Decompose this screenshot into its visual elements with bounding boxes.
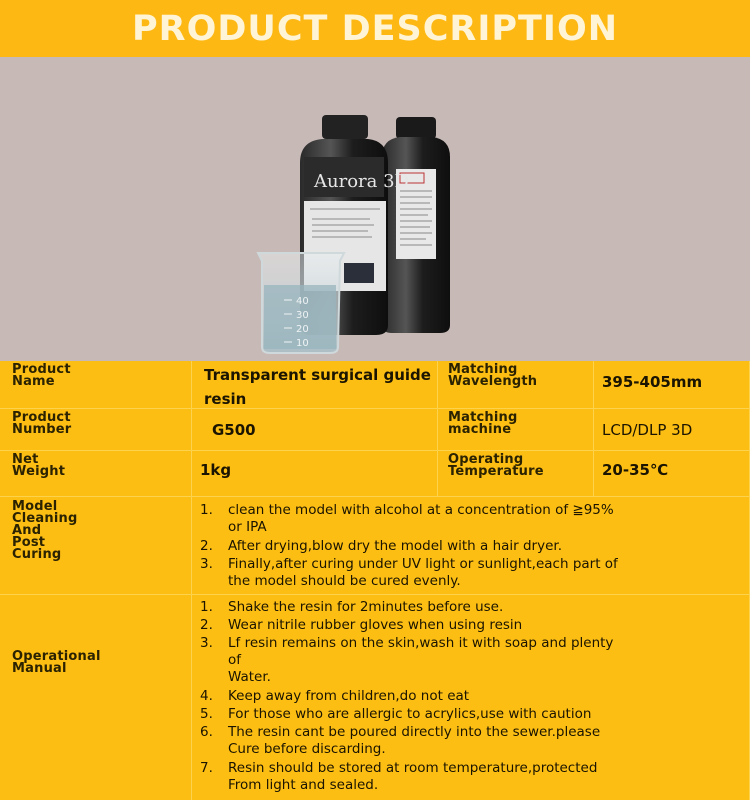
cleaning-label-2: Cleaning <box>12 511 78 526</box>
product-photo <box>0 57 750 361</box>
product-number-label-2: Number <box>12 422 72 437</box>
net-weight-label-2: Weight <box>12 464 66 479</box>
net-weight-label-1: Net <box>12 452 39 467</box>
manual-step-2: 2. Wear nitrile rubber gloves when using resin <box>200 617 523 633</box>
value-cell-matching-wavelength <box>594 361 750 409</box>
label-cell-model-cleaning <box>0 497 192 595</box>
beaker-mark-30: 30 <box>296 310 309 321</box>
cleaning-step-2: 2. After drying,blow dry the model with a hair dryer. <box>200 538 563 554</box>
manual-step-7: 7. Resin should be stored at room temperature,protected From light and sealed. <box>200 760 598 793</box>
label-cell-operational-manual <box>0 595 192 800</box>
manual-step-4: 4. Keep away from children,do not eat <box>200 688 470 704</box>
machine-label-1: Matching <box>448 410 518 425</box>
wavelength-label-2: Wavelength <box>448 374 538 389</box>
machine-value: LCD/DLP 3D <box>602 421 693 439</box>
page-title: PRODUCT DESCRIPTION <box>132 8 618 49</box>
label-cell-product-number <box>0 409 192 451</box>
value-cell-net-weight <box>192 451 438 497</box>
cleaning-label-4: Post <box>12 535 46 550</box>
beaker-mark-40: 40 <box>296 296 309 307</box>
wavelength-value: 395-405mm <box>602 373 703 391</box>
rear-bottle <box>382 117 450 333</box>
value-cell-product-number <box>192 409 438 451</box>
label-cell-operating-temperature <box>438 451 594 497</box>
cleaning-step-3: 3. Finally,after curing under UV light or sunlight,each part of the model should be cured evenly. <box>200 556 618 589</box>
manual-step-6: 6. The resin cant be poured directly into the sewer.please Cure before discarding. <box>200 724 601 757</box>
manual-step-5: 5. For those who are allergic to acrylics,use with caution <box>200 706 592 722</box>
label-cell-net-weight <box>0 451 192 497</box>
beaker-mark-20: 20 <box>296 324 309 335</box>
manual-step-1: 1. Shake the resin for 2minutes before use. <box>200 599 504 615</box>
product-name-label-2: Name <box>12 374 55 389</box>
label-cell-matching-machine <box>438 409 594 451</box>
operational-manual-steps <box>192 595 750 800</box>
cleaning-step-1: 1. clean the model with alcohol at a concentration of ≧95% or IPA <box>200 502 614 535</box>
net-weight-value: 1kg <box>200 461 232 479</box>
product-photo-illustration <box>0 57 750 361</box>
temperature-label-2: Temperature <box>448 464 544 479</box>
manual-label-2: Manual <box>12 661 67 676</box>
measuring-beaker <box>258 253 344 353</box>
temperature-label-1: Operating <box>448 452 524 467</box>
manual-label-1: Operational <box>12 649 101 664</box>
wavelength-label-1: Matching <box>448 362 518 377</box>
cleaning-label-1: Model <box>12 499 58 514</box>
bottle-brand: Aurora 3D <box>314 171 409 192</box>
spec-table <box>0 361 750 800</box>
temperature-value: 20-35℃ <box>602 461 669 479</box>
beaker-mark-10: 10 <box>296 338 309 349</box>
machine-label-2: machine <box>448 422 512 437</box>
product-number-value: G500 <box>212 421 256 439</box>
label-cell-matching-wavelength <box>438 361 594 409</box>
value-cell-operating-temperature <box>594 451 750 497</box>
value-cell-product-name <box>192 361 438 409</box>
value-cell-matching-machine <box>594 409 750 451</box>
cleaning-label-5: Curing <box>12 547 62 562</box>
product-name-label-1: Product <box>12 362 71 377</box>
product-name-value: Transparent surgical guide resin <box>204 366 431 408</box>
label-cell-product-name <box>0 361 192 409</box>
cleaning-label-3: And <box>12 523 42 538</box>
manual-step-3: 3. Lf resin remains on the skin,wash it with soap and plenty of Water. <box>200 635 614 685</box>
header-banner <box>0 0 750 57</box>
product-number-label-1: Product <box>12 410 71 425</box>
model-cleaning-steps <box>192 497 750 595</box>
